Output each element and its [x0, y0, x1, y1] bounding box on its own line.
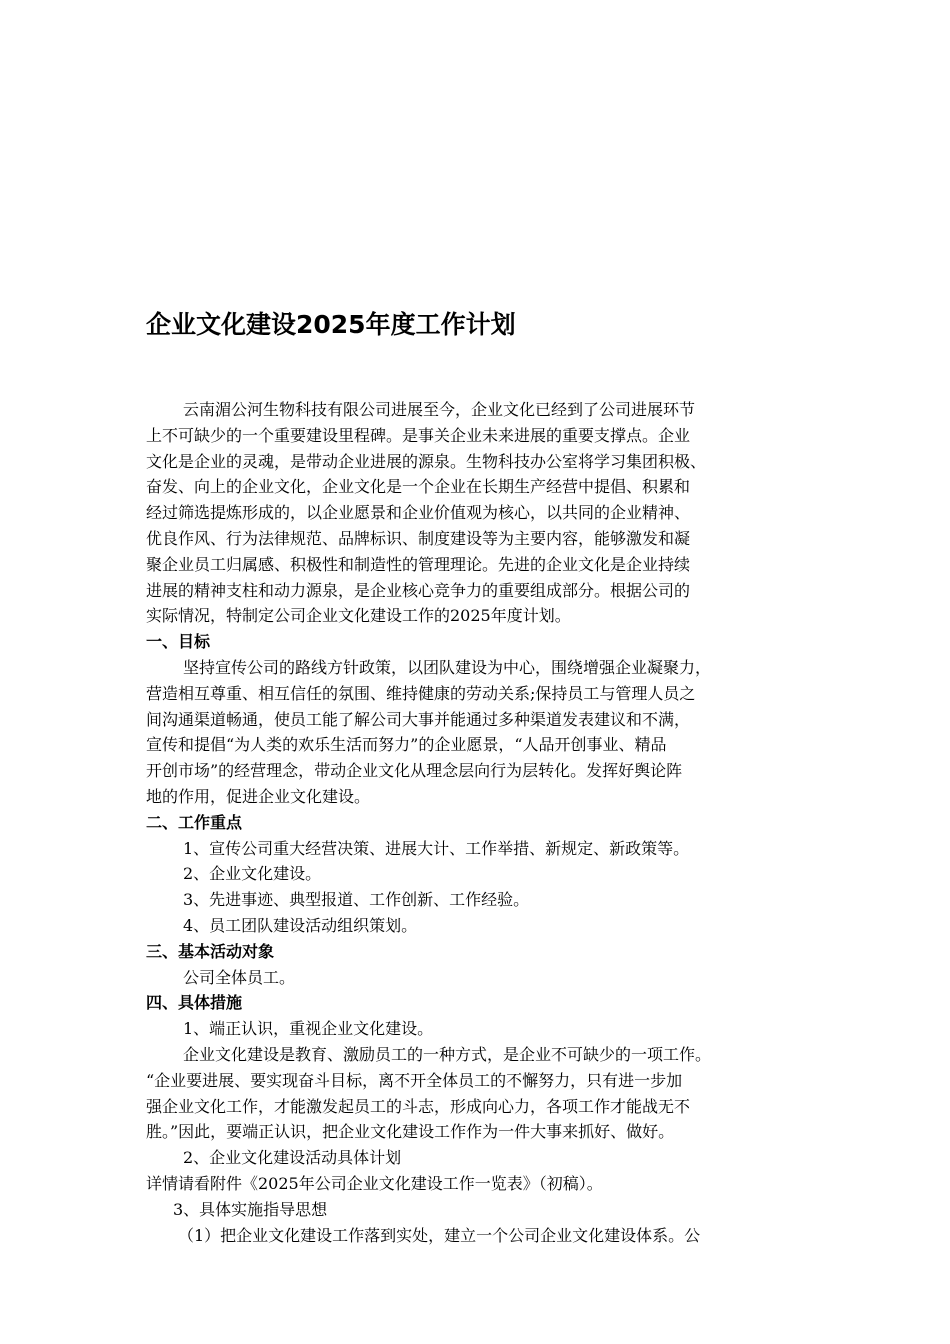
paragraph-line: 1、端正认识，重视企业文化建设。: [183, 1019, 434, 1039]
paragraph-line: 实际情况，特制定公司企业文化建设工作的2025年度计划。: [146, 606, 571, 626]
paragraph-line: 1、宣传公司重大经营决策、进展大计、工作举措、新规定、新政策等。: [183, 838, 690, 858]
paragraph-line: 间沟通渠道畅通，使员工能了解公司大事并能通过多种渠道发表建议和不满，: [146, 709, 691, 729]
section-heading: 三、基本活动对象: [146, 941, 275, 961]
paragraph-line: 地的作用，促进企业文化建设。: [146, 786, 371, 806]
paragraph-line: 3、先进事迹、典型报道、工作创新、工作经验。: [183, 890, 530, 910]
paragraph-line: 开创市场”的经营理念，带动企业文化从理念层向行为层转化。发挥好舆论阵: [146, 761, 683, 781]
paragraph-line: 营造相互尊重、相互信任的氛围、维持健康的劳动关系;保持员工与管理人员之: [146, 683, 696, 703]
section-heading: 四、具体措施: [146, 993, 243, 1013]
paragraph-line: 上不可缺少的一个重要建设里程碑。是事关企业未来进展的重要支撑点。企业: [146, 425, 691, 445]
paragraph-line: 4、员工团队建设活动组织策划。: [183, 915, 418, 935]
paragraph-line: 企业文化建设是教育、激励员工的一种方式，是企业不可缺少的一项工作。: [183, 1044, 712, 1064]
paragraph-line: 详情请看附件《2025年公司企业文化建设工作一览表》（初稿）。: [146, 1173, 603, 1193]
paragraph-line: 坚持宣传公司的路线方针政策，以团队建设为中心，围绕增强企业凝聚力，: [183, 657, 712, 677]
paragraph-line: 公司全体员工。: [183, 967, 296, 987]
section-heading: 一、目标: [146, 632, 211, 652]
paragraph-line: 3、具体实施指导思想: [173, 1199, 328, 1219]
paragraph-line: 优良作风、行为法律规范、品牌标识、制度建设等为主要内容，能够激发和凝: [146, 528, 691, 548]
document-body: [146, 397, 816, 1248]
paragraph-line: 聚企业员工归属感、积极性和制造性的管理理论。先进的企业文化是企业持续: [146, 554, 691, 574]
paragraph-line: 云南湄公河生物科技有限公司进展至今，企业文化已经到了公司进展环节: [183, 400, 696, 419]
paragraph-line: 强企业文化工作，才能激发起员工的斗志，形成向心力，各项工作才能战无不: [146, 1096, 691, 1116]
paragraph-line: 2、企业文化建设活动具体计划: [183, 1148, 402, 1168]
paragraph-line: 2、企业文化建设。: [183, 864, 322, 884]
document-title: 企业文化建设2025年度工作计划: [146, 310, 516, 339]
paragraph-line: 奋发、向上的企业文化，企业文化是一个企业在长期生产经营中提倡、积累和: [146, 477, 691, 497]
paragraph-line: 宣传和提倡“为人类的欢乐生活而努力”的企业愿景，“人品开创事业、精品: [146, 735, 667, 755]
paragraph-line: 进展的精神支柱和动力源泉，是企业核心竞争力的重要组成部分。根据公司的: [146, 580, 691, 600]
paragraph-line: 胜。”因此，要端正认识，把企业文化建设工作作为一件大事来抓好、做好。: [146, 1122, 675, 1142]
section-heading: 二、工作重点: [146, 812, 243, 832]
paragraph-line: （1）把企业文化建设工作落到实处，建立一个公司企业文化建设体系。公: [178, 1225, 701, 1245]
paragraph-line: 经过筛选提炼形成的，以企业愿景和企业价值观为核心，以共同的企业精神、: [146, 503, 691, 523]
paragraph-line: “企业要进展、要实现奋斗目标，离不开全体员工的不懈努力，只有进一步加: [146, 1070, 683, 1090]
paragraph-line: 文化是企业的灵魂，是带动企业进展的源泉。生物科技办公室将学习集团积极、: [146, 451, 707, 471]
